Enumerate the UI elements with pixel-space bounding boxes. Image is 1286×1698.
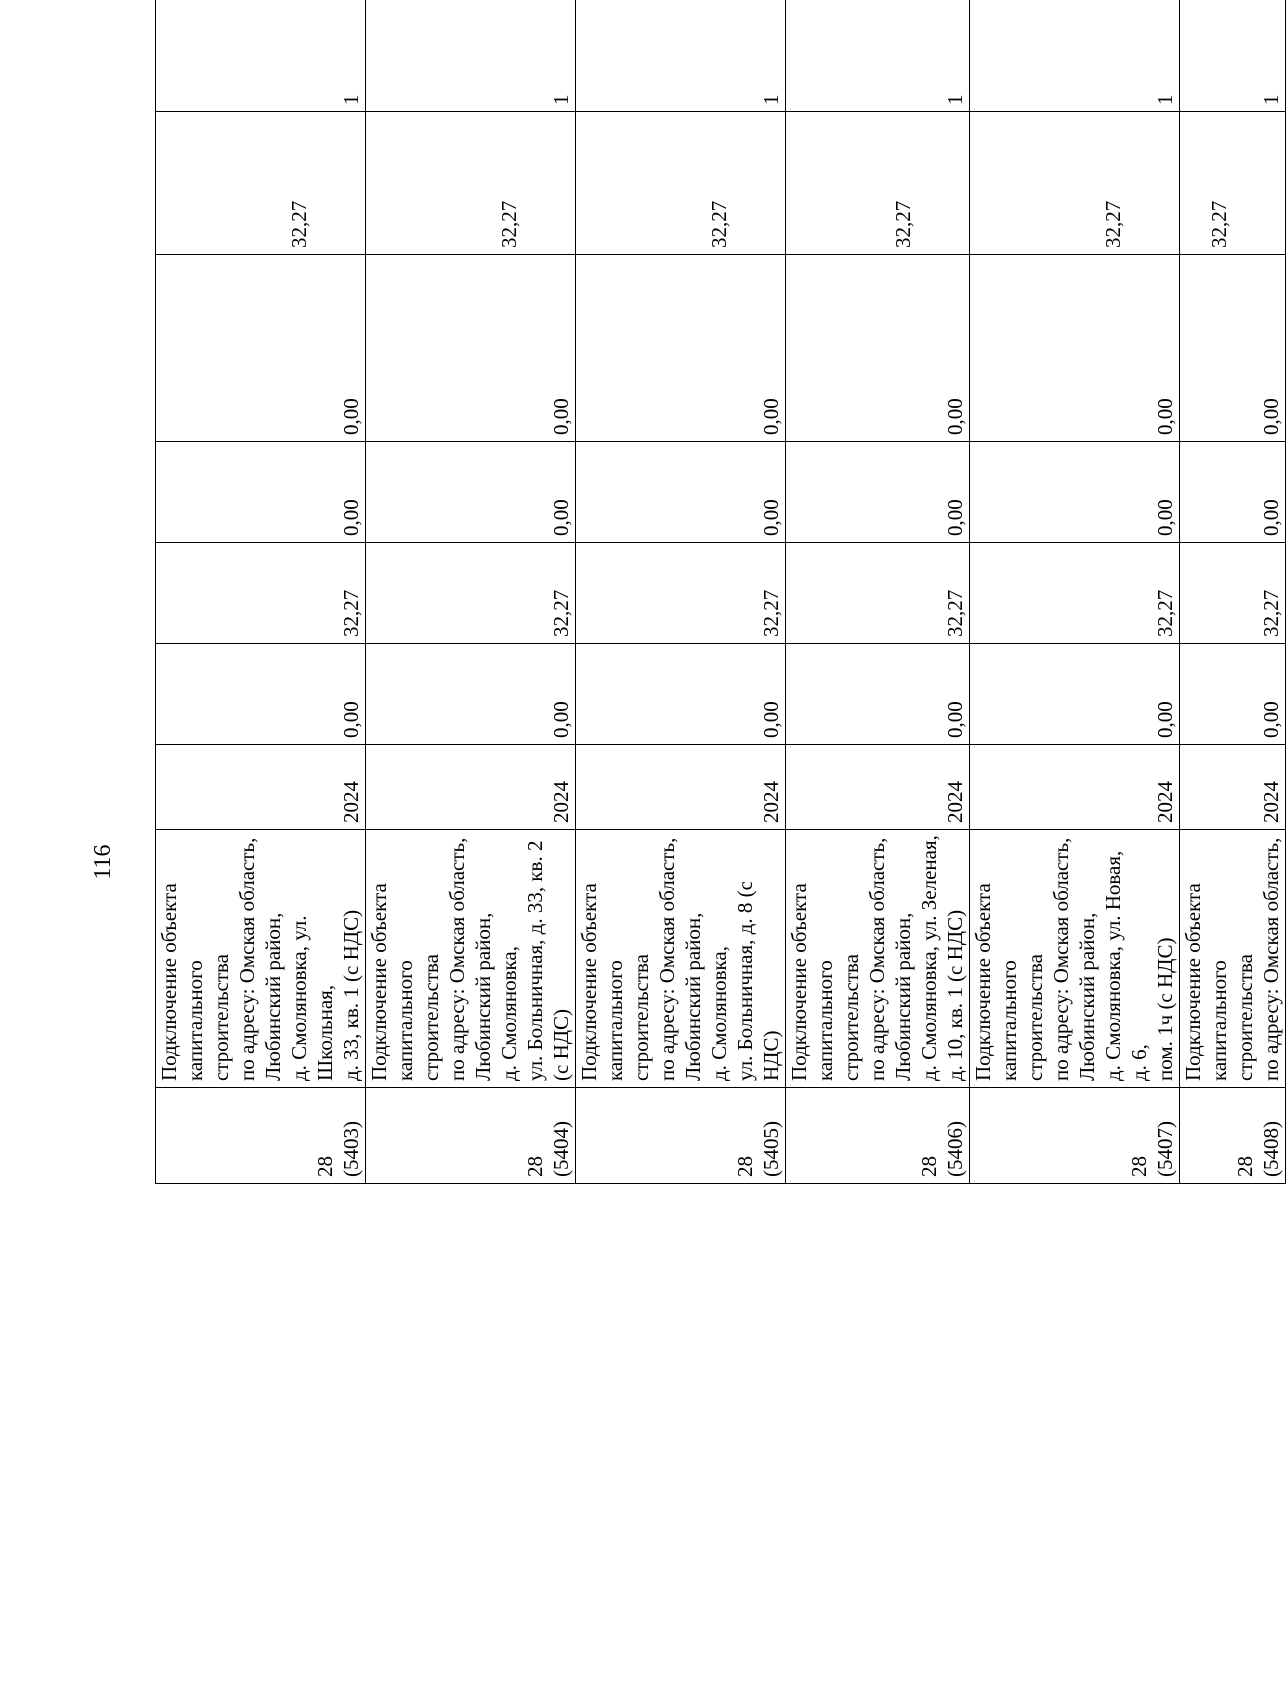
cell-value-c: 0,00 xyxy=(576,442,786,543)
cell-value-b: 32,27 xyxy=(156,543,366,644)
table-row xyxy=(156,0,366,1184)
cell-number: 28 (5404) xyxy=(366,1088,576,1184)
cell-value-c: 0,00 xyxy=(970,442,1180,543)
cell-value-b: 32,27 xyxy=(366,543,576,644)
cell-year: 2024 xyxy=(970,745,1180,830)
cell-number: 28 (5403) xyxy=(156,1088,366,1184)
cell-value-c: 0,00 xyxy=(786,442,970,543)
page-number: 116 xyxy=(90,844,116,880)
cell-description: Подключение объекта капитального строительства по адресу: Омская область, Любинский район, д. Смоляновка, ул. Больничная, д. 8 (с НДС) xyxy=(576,830,786,1088)
cell-number: 28 (5405) xyxy=(576,1088,786,1184)
cell-value-d: 0,00 xyxy=(1180,255,1286,442)
cell-value-e-text: 32,27 xyxy=(891,200,915,248)
cell-value-e xyxy=(156,112,366,255)
cell-description: Подключение объекта капитального строительства по адресу: Омская область, Любинский район, д. Смоляновка, ул. Больничная, д. 33, кв. 2 (с НДС) xyxy=(366,830,576,1088)
cell-value-e-text: 32,27 xyxy=(287,200,311,248)
cell-description: Подключение объекта капитального строительства по адресу: Омская область, xyxy=(1180,830,1286,1088)
cell-value-d: 0,00 xyxy=(786,255,970,442)
cell-value-a: 0,00 xyxy=(576,644,786,745)
cell-value-d: 0,00 xyxy=(156,255,366,442)
cell-count: 1 xyxy=(786,0,970,112)
cell-year: 2024 xyxy=(366,745,576,830)
cell-value-e xyxy=(1180,112,1286,255)
cell-value-e-text: 32,27 xyxy=(1207,200,1231,248)
cell-value-e-text: 32,27 xyxy=(497,200,521,248)
cell-value-c: 0,00 xyxy=(156,442,366,543)
cell-number: 28 (5407) xyxy=(970,1088,1180,1184)
cell-count: 1 xyxy=(970,0,1180,112)
cell-description: Подключение объекта капитального строительства по адресу: Омская область, Любинский район, д. Смоляновка, ул. Школьная, д. 33, кв. 1 (с НДС) xyxy=(156,830,366,1088)
cell-value-e xyxy=(970,112,1180,255)
cell-value-e xyxy=(366,112,576,255)
data-table xyxy=(155,0,1286,1184)
rotated-page xyxy=(155,84,1283,1184)
cell-value-a: 0,00 xyxy=(970,644,1180,745)
cell-count: 1 xyxy=(156,0,366,112)
table-row xyxy=(1180,0,1286,1184)
cell-count: 1 xyxy=(576,0,786,112)
cell-value-e-text: 32,27 xyxy=(707,200,731,248)
cell-number: 28 (5408) xyxy=(1180,1088,1286,1184)
cell-value-e xyxy=(576,112,786,255)
cell-value-d: 0,00 xyxy=(366,255,576,442)
table-row xyxy=(366,0,576,1184)
cell-year: 2024 xyxy=(1180,745,1286,830)
cell-value-a: 0,00 xyxy=(786,644,970,745)
table-row xyxy=(576,0,786,1184)
cell-value-c: 0,00 xyxy=(1180,442,1286,543)
cell-value-b: 32,27 xyxy=(576,543,786,644)
cell-number: 28 (5406) xyxy=(786,1088,970,1184)
cell-count: 1 xyxy=(366,0,576,112)
cell-value-e xyxy=(786,112,970,255)
cell-value-d: 0,00 xyxy=(970,255,1180,442)
cell-value-a: 0,00 xyxy=(1180,644,1286,745)
cell-year: 2024 xyxy=(576,745,786,830)
cell-value-d: 0,00 xyxy=(576,255,786,442)
cell-description: Подключение объекта капитального строительства по адресу: Омская область, Любинский район, д. Смоляновка, ул. Новая, д. 6, пом. 1ч (с НДС) xyxy=(970,830,1180,1088)
table-row xyxy=(970,0,1180,1184)
cell-value-a: 0,00 xyxy=(156,644,366,745)
table-row xyxy=(786,0,970,1184)
cell-value-b: 32,27 xyxy=(1180,543,1286,644)
cell-value-a: 0,00 xyxy=(366,644,576,745)
cell-count: 1 xyxy=(1180,0,1286,112)
cell-value-b: 32,27 xyxy=(970,543,1180,644)
cell-value-c: 0,00 xyxy=(366,442,576,543)
cell-year: 2024 xyxy=(786,745,970,830)
cell-description: Подключение объекта капитального строительства по адресу: Омская область, Любинский район, д. Смоляновка, ул. Зеленая, д. 10, кв. 1 (с НДС) xyxy=(786,830,970,1088)
cell-year: 2024 xyxy=(156,745,366,830)
cell-value-e-text: 32,27 xyxy=(1101,200,1125,248)
cell-value-b: 32,27 xyxy=(786,543,970,644)
